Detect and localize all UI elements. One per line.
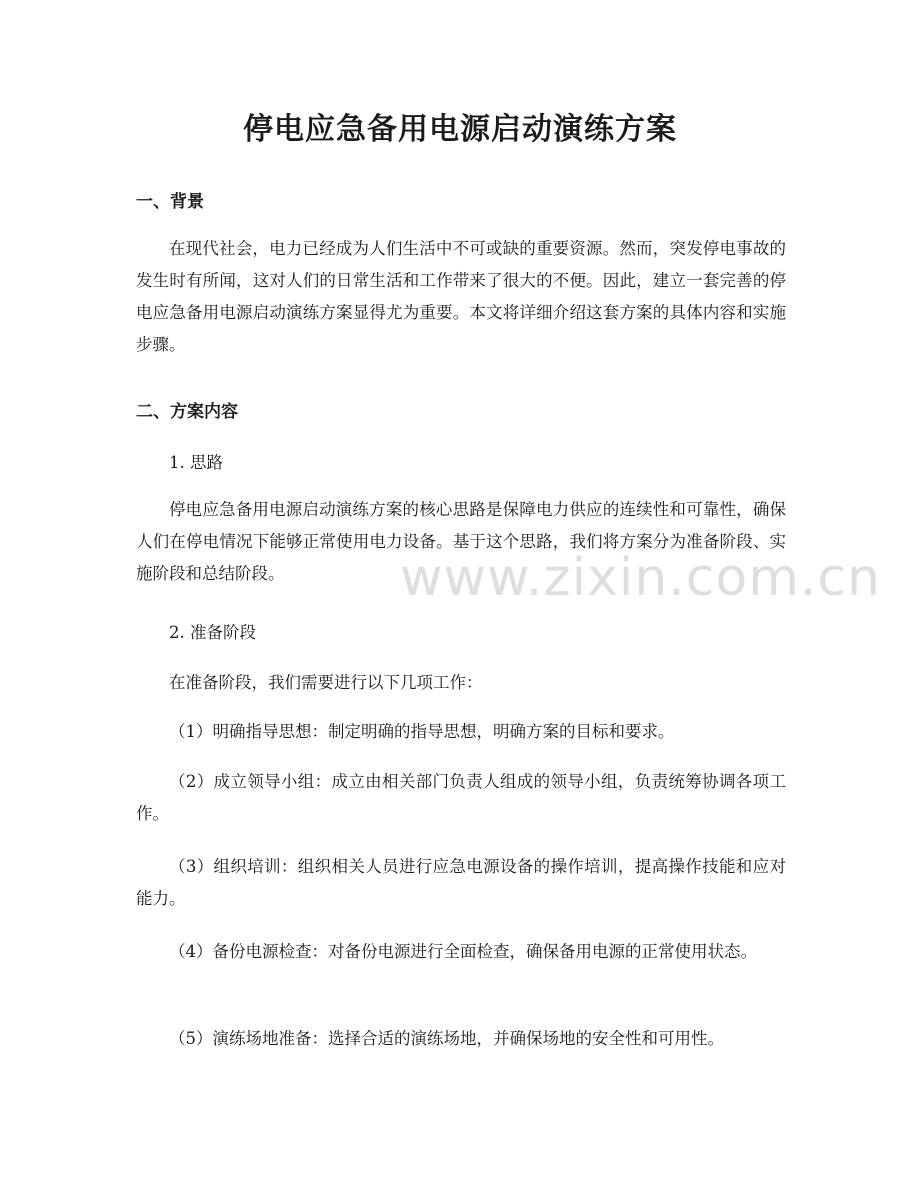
list-item: （3）组织培训：组织相关人员进行应急电源设备的操作培训，提高操作技能和应对能力。 bbox=[136, 857, 786, 908]
list-item: （2）成立领导小组：成立由相关部门负责人组成的领导小组，负责统筹协调各项工作。 bbox=[136, 772, 786, 823]
list-item: （5）演练场地准备：选择合适的演练场地，并确保场地的安全性和可用性。 bbox=[169, 1029, 724, 1048]
list-item: （1）明确指导思想：制定明确的指导思想，明确方案的目标和要求。 bbox=[169, 722, 675, 741]
section-heading-background: 一、背景 bbox=[136, 192, 204, 212]
approach-paragraph: 停电应急备用电源启动演练方案的核心思路是保障电力供应的连续性和可靠性，确保人们在停电情况下能够正常使用电力设备。基于这个思路，我们将方案分为准备阶段、实施阶段和总结阶段。 bbox=[136, 500, 786, 583]
watermark: www.zixin.com.cn bbox=[400, 548, 881, 608]
preparation-intro: 在准备阶段，我们需要进行以下几项工作： bbox=[169, 673, 483, 692]
section-heading-plan-content: 二、方案内容 bbox=[136, 402, 238, 422]
subheading-approach: 1. 思路 bbox=[169, 453, 223, 472]
background-paragraph: 在现代社会，电力已经成为人们生活中不可或缺的重要资源。然而，突发停电事故的发生时有所闻，这对人们的日常生活和工作带来了很大的不便。因此，建立一套完善的停电应急备用电源启动演练方案显得尤为重要。本文将详细介绍这套方案的具体内容和实施步骤。 bbox=[136, 239, 786, 354]
document-title: 停电应急备用电源启动演练方案 bbox=[243, 112, 677, 147]
list-item: （4）备份电源检查：对备份电源进行全面检查，确保备用电源的正常使用状态。 bbox=[169, 942, 757, 961]
subheading-preparation: 2. 准备阶段 bbox=[169, 623, 256, 642]
